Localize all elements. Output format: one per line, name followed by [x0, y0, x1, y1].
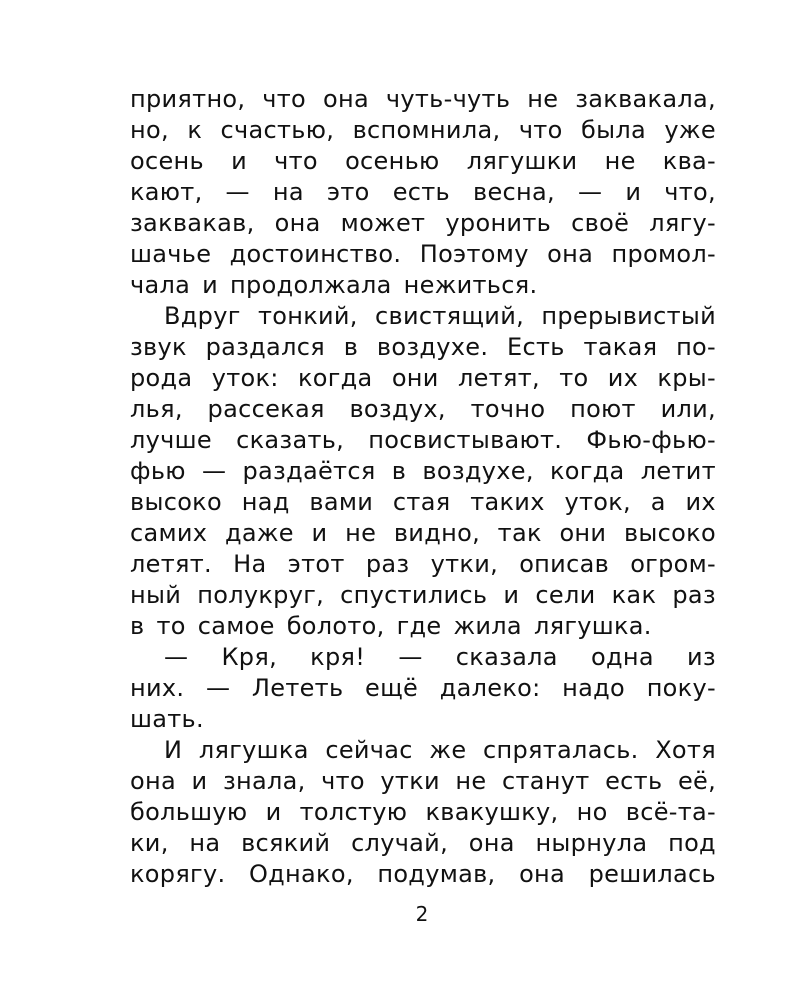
text-line — [130, 766, 716, 797]
word: воздухе, — [422, 457, 534, 485]
word: не — [455, 767, 487, 795]
word: и — [191, 767, 208, 795]
word: ки, — [130, 829, 169, 857]
word: лягу- — [649, 209, 716, 237]
word: воздух, — [349, 395, 446, 423]
word: приятно, — [130, 85, 246, 113]
text-line — [130, 394, 716, 425]
word: сейчас — [325, 736, 413, 764]
word: когда — [297, 364, 373, 392]
text-line — [130, 735, 716, 766]
word: уже — [664, 116, 716, 144]
word: осень — [130, 147, 204, 175]
word: звук — [130, 333, 187, 361]
text-line — [130, 456, 716, 487]
word: весна, — [473, 178, 555, 206]
text-line — [130, 580, 716, 611]
word: случай, — [351, 829, 449, 857]
word: уток: — [211, 364, 279, 392]
word: утки — [380, 767, 440, 795]
word: нырнула — [535, 829, 648, 857]
word: — — [164, 643, 189, 671]
text-line — [130, 549, 716, 580]
word: они — [559, 519, 607, 547]
word: промол- — [611, 240, 716, 268]
word: и — [503, 581, 520, 609]
word: или, — [660, 395, 716, 423]
word: жила — [453, 612, 522, 640]
word: не — [527, 85, 559, 113]
word: описав — [519, 550, 610, 578]
word: и — [231, 147, 248, 175]
word: ный — [130, 581, 182, 609]
word: всякий — [241, 829, 331, 857]
word: не — [604, 147, 636, 175]
word: шать. — [130, 705, 204, 733]
word: корягу. — [130, 860, 226, 888]
word: достоинство. — [229, 240, 402, 268]
word: стая — [392, 488, 451, 516]
text-line — [130, 797, 716, 828]
text-line — [130, 518, 716, 549]
word: летят, — [457, 364, 540, 392]
word: тонкий, — [257, 302, 358, 330]
word: — — [398, 643, 423, 671]
word: Хотя — [655, 736, 716, 764]
word: всё-та- — [625, 798, 716, 826]
word: что, — [664, 178, 716, 206]
text-line — [130, 146, 716, 177]
word: осенью — [345, 147, 440, 175]
word: посвистывают. — [368, 426, 563, 454]
word: прерывистый — [541, 302, 716, 330]
word: толстую — [299, 798, 408, 826]
word: так — [497, 519, 542, 547]
word: не — [345, 519, 377, 547]
text-line — [130, 84, 716, 115]
word: из — [687, 643, 716, 671]
word: На — [233, 550, 267, 578]
word: решилась — [588, 860, 716, 888]
word: — — [578, 178, 603, 206]
text-line — [130, 363, 716, 394]
word: сказать, — [236, 426, 345, 454]
word: Лететь — [251, 674, 344, 702]
word: спряталась. — [483, 736, 639, 764]
word: летит — [640, 457, 716, 485]
word: и — [202, 271, 219, 299]
text-line — [130, 301, 716, 332]
word: полукруг, — [197, 581, 325, 609]
body-text — [130, 84, 716, 890]
word: одна — [590, 643, 654, 671]
word: на — [272, 178, 304, 206]
text-line — [130, 828, 716, 859]
word: утки, — [430, 550, 499, 578]
word: — — [225, 178, 250, 206]
word: них. — [130, 674, 185, 702]
word: уток, — [564, 488, 631, 516]
word: этот — [287, 550, 345, 578]
word: есть — [392, 178, 450, 206]
word: самих — [130, 519, 208, 547]
word: над — [241, 488, 290, 516]
word: на — [189, 829, 221, 857]
text-line — [130, 332, 716, 363]
text-line — [130, 239, 716, 270]
word: в — [391, 457, 407, 485]
word: летят. — [130, 550, 212, 578]
word: но — [576, 798, 608, 826]
word: кают, — [130, 178, 203, 206]
word: лучше — [130, 426, 212, 454]
word: огром- — [630, 550, 716, 578]
word: она — [322, 85, 369, 113]
word: поют — [570, 395, 636, 423]
word: болото, — [286, 612, 385, 640]
word: лягушка — [198, 736, 309, 764]
word: знала, — [222, 767, 306, 795]
word: Однако, — [248, 860, 354, 888]
word: уронить — [445, 209, 552, 237]
word: большую — [130, 798, 248, 826]
word: в — [343, 333, 359, 361]
word: раз — [672, 581, 716, 609]
word: она — [130, 767, 176, 795]
word: чуть-чуть — [385, 85, 511, 113]
word: как — [611, 581, 657, 609]
word: ква- — [662, 147, 716, 175]
text-line — [130, 859, 716, 890]
word: и — [265, 798, 282, 826]
word: Кря, — [221, 643, 278, 671]
word: таких — [470, 488, 545, 516]
word: к — [187, 116, 203, 144]
word: сказала — [455, 643, 558, 671]
word: Фью-фью- — [586, 426, 716, 454]
text-line — [130, 208, 716, 239]
text-line — [130, 177, 716, 208]
word: — — [201, 457, 227, 485]
word: спустились — [340, 581, 488, 609]
word: высоко — [130, 488, 222, 516]
word: и — [311, 519, 328, 547]
word: а — [650, 488, 666, 516]
word: квакушку, — [425, 798, 559, 826]
word: под — [668, 829, 716, 857]
word: была — [581, 116, 646, 144]
word: видно, — [393, 519, 480, 547]
word: она — [274, 209, 321, 237]
word: они — [391, 364, 439, 392]
word: что — [518, 116, 563, 144]
word: продолжала — [230, 271, 392, 299]
word: это — [326, 178, 370, 206]
word: И — [164, 736, 183, 764]
word: чала — [130, 271, 191, 299]
text-line — [130, 115, 716, 146]
text-line — [130, 270, 716, 301]
word: рассекая — [207, 395, 325, 423]
word: Поэтому — [419, 240, 529, 268]
word: далеко: — [439, 674, 541, 702]
word: надо — [562, 674, 626, 702]
word: вспомнила, — [352, 116, 501, 144]
word: самое — [197, 612, 275, 640]
word: станут — [502, 767, 590, 795]
word: она — [468, 829, 515, 857]
word: то — [559, 364, 589, 392]
word: она — [519, 860, 566, 888]
word: лья, — [130, 395, 183, 423]
text-line — [130, 704, 716, 735]
word: сели — [535, 581, 596, 609]
word: вами — [309, 488, 374, 516]
word: но, — [130, 116, 169, 144]
word: что — [274, 147, 318, 175]
word: она — [547, 240, 594, 268]
word: счастью, — [220, 116, 335, 144]
word: раздаётся — [242, 457, 376, 485]
word: есть — [605, 767, 663, 795]
word: даже — [224, 519, 294, 547]
word: что — [262, 85, 307, 113]
word: когда — [549, 457, 625, 485]
word: их — [607, 364, 639, 392]
word: в — [130, 612, 145, 640]
word: может — [340, 209, 426, 237]
word: высоко — [623, 519, 716, 547]
word: где — [396, 612, 442, 640]
word: точно — [470, 395, 546, 423]
word: же — [429, 736, 467, 764]
word: шачье — [130, 240, 212, 268]
text-line — [130, 487, 716, 518]
word: по- — [676, 333, 716, 361]
word: Вдруг — [164, 302, 241, 330]
word: то — [156, 612, 186, 640]
word: её, — [677, 767, 716, 795]
word: воздухе. — [376, 333, 489, 361]
word: ещё — [365, 674, 419, 702]
word: кры- — [657, 364, 716, 392]
word: поку- — [646, 674, 716, 702]
word: лягушки — [466, 147, 578, 175]
word: кря! — [310, 643, 366, 671]
word: раздался — [205, 333, 325, 361]
word: — — [205, 674, 231, 702]
word: и — [625, 178, 642, 206]
word: что — [321, 767, 365, 795]
word: лягушка. — [533, 612, 652, 640]
word: заквакав, — [130, 209, 255, 237]
word: раз — [365, 550, 410, 578]
word: заквакала, — [575, 85, 716, 113]
word: Есть — [507, 333, 565, 361]
word: своё — [571, 209, 630, 237]
word: их — [685, 488, 716, 516]
text-line — [130, 642, 716, 673]
word: такая — [583, 333, 658, 361]
word: фью — [130, 457, 186, 485]
text-line — [130, 425, 716, 456]
word: свистящий, — [375, 302, 525, 330]
word: рода — [130, 364, 193, 392]
word: нежиться. — [403, 271, 538, 299]
text-line — [130, 673, 716, 704]
page-number: 2 — [415, 902, 429, 926]
word: подумав, — [377, 860, 496, 888]
text-line — [130, 611, 716, 642]
